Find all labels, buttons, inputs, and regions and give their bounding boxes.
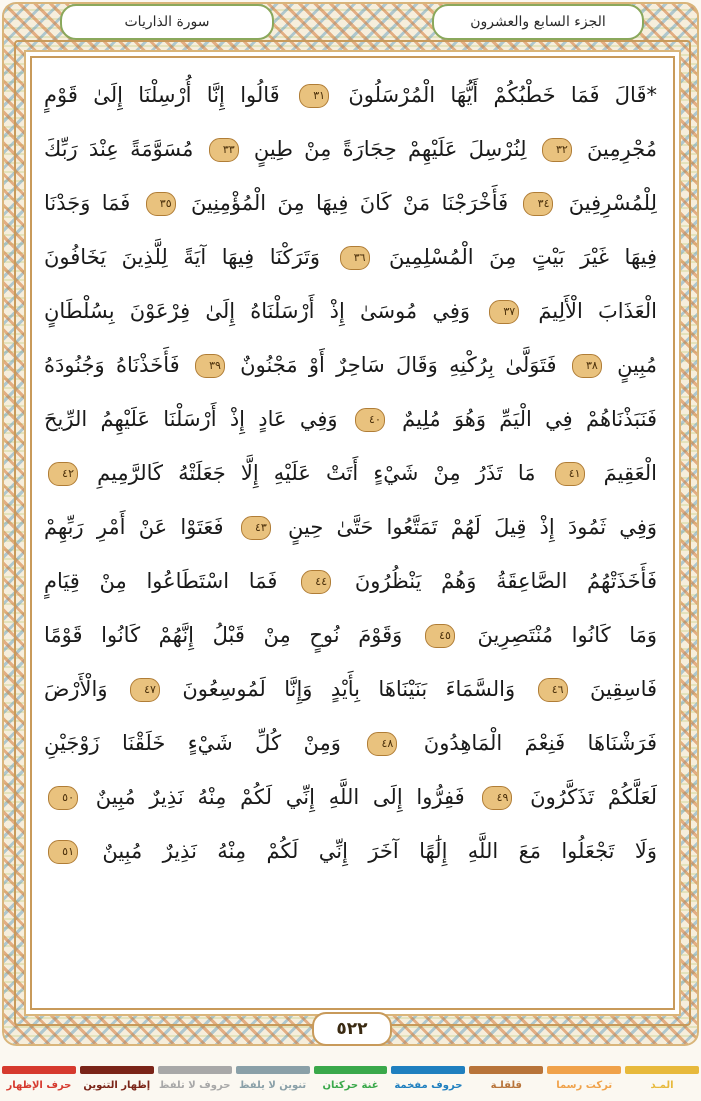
ayah-number-marker: ٤١ — [555, 462, 585, 486]
quran-line-9: وَفِي ثَمُودَ إِذْ قِيلَ لَهُمْ تَمَتَّعُوا حَتَّىٰ حِينٍ ٤٣ فَعَتَوْا عَنْ أَمْرِ رَبِّهِمْ — [44, 515, 657, 539]
legend-label: قلقلـة — [490, 1080, 522, 1091]
ayah-number-marker: ٤٢ — [48, 462, 78, 486]
legend-swatch — [547, 1066, 621, 1074]
quran-line-3: لِلْمُسْرِفِينَ ٣٤ فَأَخْرَجْنَا مَنْ كَانَ فِيهَا مِنَ الْمُؤْمِنِينَ ٣٥ فَمَا وَجَدْنَا — [44, 191, 657, 215]
legend-swatch — [391, 1066, 465, 1074]
ayah-number-marker: ٤٥ — [425, 624, 455, 648]
quran-line-12: فَاسِقِينَ ٤٦ وَالسَّمَاءَ بَنَيْنَاهَا بِأَيْدٍ وَإِنَّا لَمُوسِعُونَ ٤٧ وَالْأَرْضَ — [44, 677, 657, 701]
quran-line-13: فَرَشْنَاهَا فَنِعْمَ الْمَاهِدُونَ ٤٨ وَمِنْ كُلِّ شَيْءٍ خَلَقْنَا زَوْجَيْنِ — [44, 731, 657, 755]
legend-swatch — [80, 1066, 154, 1074]
ayah-number-marker: ٣٣ — [209, 138, 239, 162]
legend-item-izhar-tanween — [78, 1062, 156, 1100]
ayah-number-marker: ٣٩ — [195, 354, 225, 378]
legend-swatch — [314, 1066, 388, 1074]
legend-item-qalqala — [467, 1062, 545, 1100]
quran-line-7: فَنَبَذْنَاهُمْ فِي الْيَمِّ وَهُوَ مُلِيمٌ ٤٠ وَفِي عَادٍ إِذْ أَرْسَلْنَا عَلَيْهِمُ الرِّيحَ — [44, 407, 657, 431]
legend-label: المـد — [650, 1080, 674, 1091]
legend-item-tarakat-rasman — [545, 1062, 623, 1100]
quran-line-2: مُجْرِمِينَ ٣٢ لِنُرْسِلَ عَلَيْهِمْ حِجَارَةً مِنْ طِينٍ ٣٣ مُسَوَّمَةً عِنْدَ رَبِّكَ — [44, 137, 657, 161]
ayah-number-marker: ٣٦ — [340, 246, 370, 270]
ayah-number-marker: ٥٠ — [48, 786, 78, 810]
quran-line-8: الْعَقِيمَ ٤١ مَا تَذَرُ مِنْ شَيْءٍ أَتَتْ عَلَيْهِ إِلَّا جَعَلَتْهُ كَالرَّمِيمِ ٤٢ — [44, 446, 657, 500]
legend-label: حرف الإظهار — [6, 1080, 72, 1091]
legend-label: حروف مفخمة — [394, 1080, 463, 1091]
quran-line-14: لَعَلَّكُمْ تَذَكَّرُونَ ٤٩ فَفِرُّوا إِلَى اللَّهِ إِنِّي لَكُمْ مِنْهُ نَذِيرٌ مُبِينٌ ٥٠ — [44, 770, 657, 824]
quran-line-11: وَمَا كَانُوا مُنْتَصِرِينَ ٤٥ وَقَوْمَ نُوحٍ مِنْ قَبْلُ إِنَّهُمْ كَانُوا قَوْمًا — [44, 623, 657, 647]
legend-swatch — [236, 1066, 310, 1074]
legend-swatch — [2, 1066, 76, 1074]
page-number: ٥٢٢ — [312, 1012, 392, 1046]
legend-label: إظهار التنوين — [83, 1080, 151, 1091]
quran-line-6: مُبِينٍ ٣٨ فَتَوَلَّىٰ بِرُكْنِهِ وَقَالَ سَاحِرٌ أَوْ مَجْنُونٌ ٣٩ فَأَخَذْنَاهُ وَجُنُودَهُ — [44, 353, 657, 377]
legend-label: غنة حركتان — [322, 1080, 379, 1091]
ayah-number-marker: ٤٩ — [482, 786, 512, 810]
legend-item-ghunna — [312, 1062, 390, 1100]
legend-swatch — [469, 1066, 543, 1074]
ayah-number-marker: ٤٨ — [367, 732, 397, 756]
legend-swatch — [625, 1066, 699, 1074]
ayah-number-marker: ٣٨ — [572, 354, 602, 378]
quran-lines — [44, 68, 657, 878]
legend-item-mufakhama — [389, 1062, 467, 1100]
ayah-number-marker: ٣٤ — [523, 192, 553, 216]
tajweed-legend — [0, 1062, 701, 1100]
ayah-number-marker: ٤٣ — [241, 516, 271, 540]
legend-label: تركت رسما — [556, 1080, 613, 1091]
quran-line-5: الْعَذَابَ الْأَلِيمَ ٣٧ وَفِي مُوسَىٰ إِذْ أَرْسَلْنَاهُ إِلَىٰ فِرْعَوْنَ بِسُلْطَانٍ — [44, 299, 657, 323]
ayah-number-marker: ٣٢ — [542, 138, 572, 162]
ayah-number-marker: ٤٦ — [538, 678, 568, 702]
legend-swatch — [158, 1066, 232, 1074]
ayah-number-marker: ٥١ — [48, 840, 78, 864]
surah-title: سورة الذاريات — [60, 4, 274, 40]
ayah-number-marker: ٤٠ — [355, 408, 385, 432]
legend-item-izhar-letter — [0, 1062, 78, 1100]
ayah-number-marker: ٤٤ — [301, 570, 331, 594]
legend-item-silent-letters — [156, 1062, 234, 1100]
legend-item-tanween-silent — [234, 1062, 312, 1100]
ayah-number-marker: ٣١ — [299, 84, 329, 108]
ayah-number-marker: ٣٧ — [489, 300, 519, 324]
legend-label: تنوين لا يلفظ — [239, 1080, 307, 1091]
ayah-number-marker: ٣٥ — [146, 192, 176, 216]
legend-label: حروف لا تلفظ — [159, 1080, 231, 1091]
quran-line-4: فِيهَا غَيْرَ بَيْتٍ مِنَ الْمُسْلِمِينَ ٣٦ وَتَرَكْنَا فِيهَا آيَةً لِلَّذِينَ يَخَافُونَ — [44, 245, 657, 269]
quran-line-15: وَلَا تَجْعَلُوا مَعَ اللَّهِ إِلَٰهًا آخَرَ إِنِّي لَكُمْ مِنْهُ نَذِيرٌ مُبِينٌ ٥١ — [44, 824, 657, 878]
ayah-number-marker: ٤٧ — [130, 678, 160, 702]
juz-title: الجزء السابع والعشرون — [432, 4, 644, 40]
quran-line-1: *قَالَ فَمَا خَطْبُكُمْ أَيُّهَا الْمُرْسَلُونَ ٣١ قَالُوا إِنَّا أُرْسِلْنَا إِلَىٰ قَوْمٍ — [44, 83, 657, 107]
quran-line-10: فَأَخَذَتْهُمُ الصَّاعِقَةُ وَهُمْ يَنْظُرُونَ ٤٤ فَمَا اسْتَطَاعُوا مِنْ قِيَامٍ — [44, 569, 657, 593]
legend-item-madd — [623, 1062, 701, 1100]
